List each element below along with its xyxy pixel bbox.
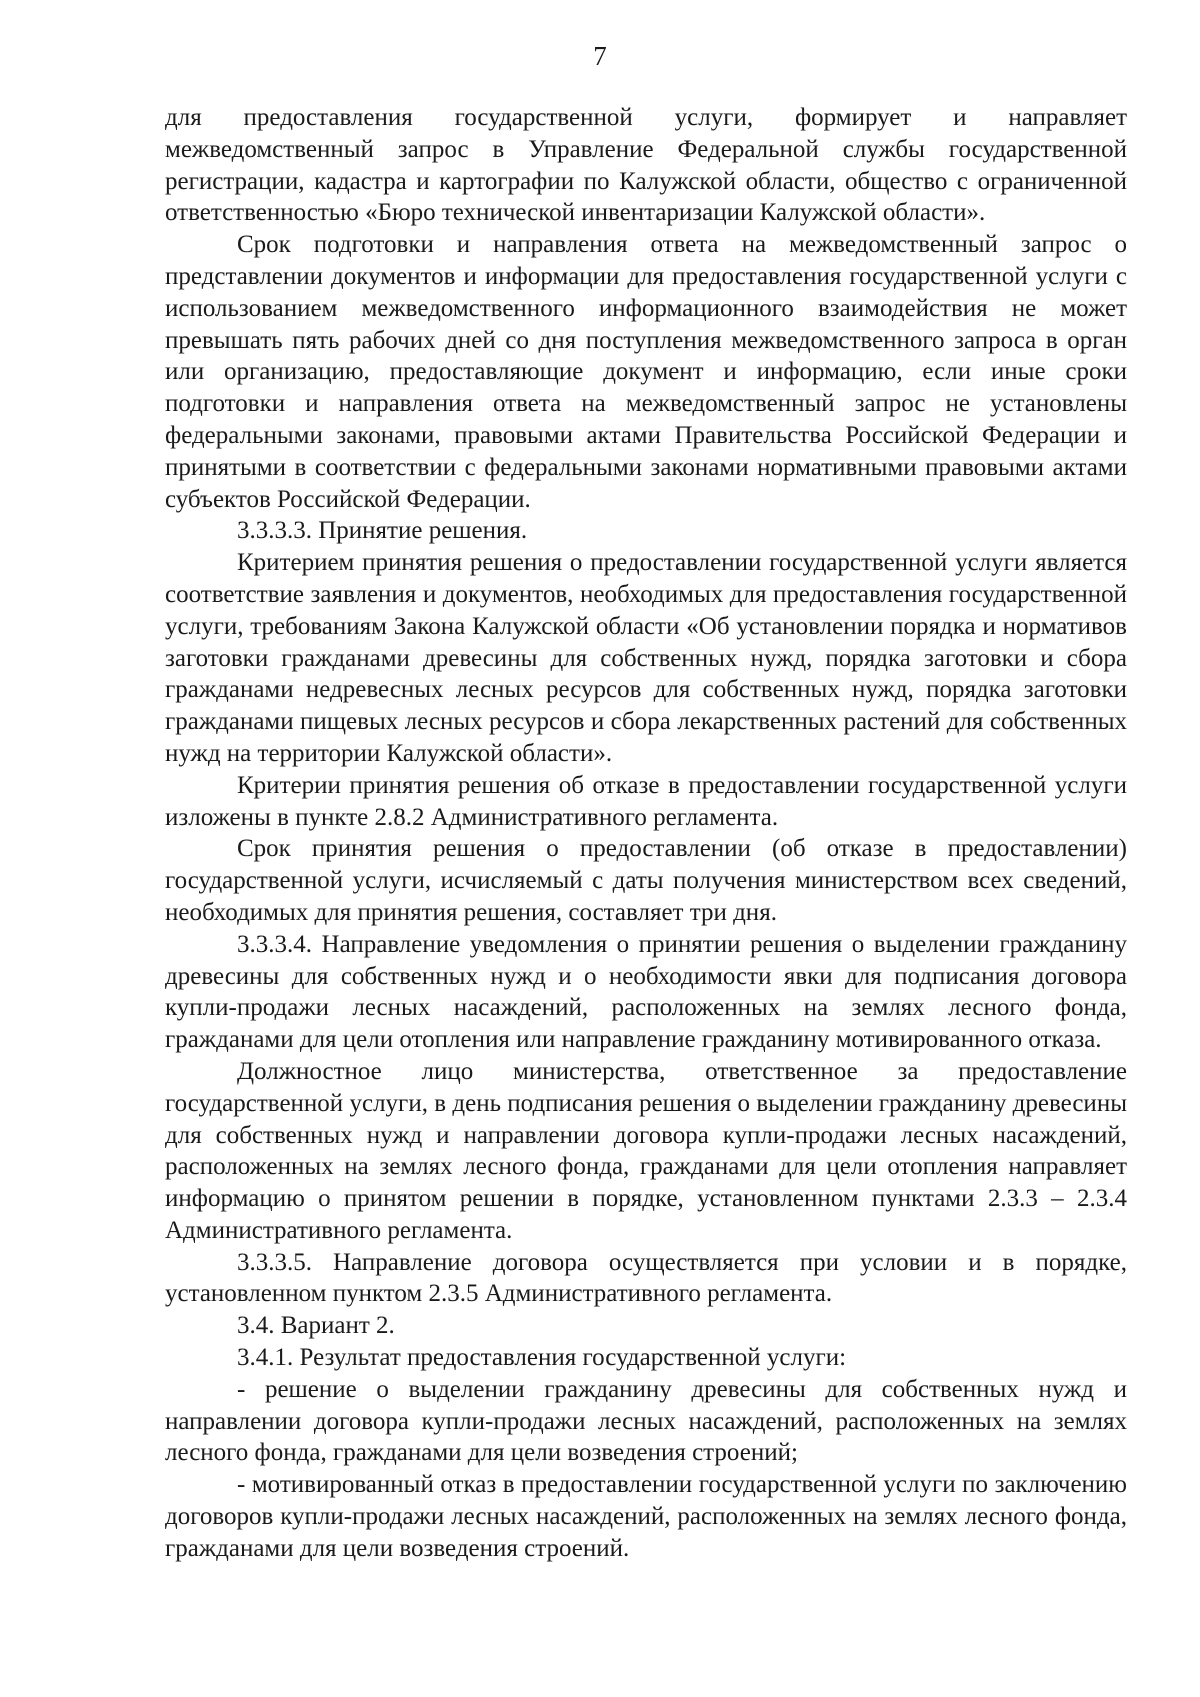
heading-3-3-3-5: 3.3.3.5. Направление договора осуществляется при условии и в порядке, установленном пунктом 2.3.5 Административного регламента. [165, 1248, 1127, 1308]
list-item-decision: - решение о выделении гражданину древесины для собственных нужд и направлении договора купли-продажи лесных насаждений, расположенных на землях лесного фонда, гражданами для цели возведения строений; [165, 1375, 1127, 1467]
paragraph-response-deadline: Срок подготовки и направления ответа на межведомственный запрос о представлении документов и информации для предоставления государственной услуги с использованием межведомственного информационного взаимодействия не может превышать пять рабочих дней со дня поступления межведомственного запроса в орган или организацию, предоставляющие документ и информацию, если иные сроки подготовки и направления ответа на межведомственный запрос не установлены федеральными законами, правовыми актами Правительства Российской Федерации и принятыми в соответствии с федеральными законами нормативными правовыми актами субъектов Российской Федерации. [165, 231, 1127, 513]
paragraph-decision-deadline: Срок принятия решения о предоставлении (об отказе в предоставлении) государственной услуги, исчисляемый с даты получения министерством всех сведений, необходимых для принятия решения, составляет три дня. [165, 835, 1127, 926]
list-item-refusal: - мотивированный отказ в предоставлении государственной услуги по заключению договоров купли-продажи лесных насаждений, расположенных на землях лесного фонда, гражданами для цели возведения строений. [165, 1471, 1127, 1562]
heading-3-3-3-3: 3.3.3.3. Принятие решения. [237, 517, 528, 545]
heading-3-4-1: 3.4.1. Результат предоставления государственной услуги: [237, 1344, 847, 1372]
heading-3-3-3-4: 3.3.3.4. Направление уведомления о принятии решения о выделении гражданину древесины для собственных нужд и о необходимости явки для подписания договора купли-продажи лесных насаждений, расположенных на землях лесного фонда, гражданами для цели отопления или направление гражданину мотивированного отказа. [165, 930, 1127, 1054]
paragraph-refusal-criteria: Критерии принятия решения об отказе в предоставлении государственной услуги изложены в пункте 2.8.2 Административного регламента. [165, 771, 1127, 831]
paragraph-decision-criterion: Критерием принятия решения о предоставлении государственной услуги является соответствие заявления и документов, необходимых для предоставления государственной услуги, требованиям Закона Калужской области «Об установлении порядка и нормативов заготовки гражданами древесины для собственных нужд, порядка заготовки и сбора гражданами недревесных лесных ресурсов для собственных нужд, порядка заготовки гражданами пищевых лесных ресурсов и сбора лекарственных растений для собственных нужд на территории Калужской области». [165, 549, 1127, 767]
document-body [165, 102, 1127, 1565]
paragraph-interagency-request: для предоставления государственной услуги, формирует и направляет межведомственный запрос в Управление Федеральной службы государственной регистрации, кадастра и картографии по Калужской области, общество с ограниченной ответственностью «Бюро технической инвентаризации Калужской области». [165, 104, 1127, 227]
paragraph-responsible-official: Должностное лицо министерства, ответственное за предоставление государственной услуги, в день подписания решения о выделении гражданину древесины для собственных нужд и направлении договора купли-продажи лесных насаждений, расположенных на землях лесного фонда, гражданами для цели отопления направляет информацию о принятом решении в порядке, установленном пунктами 2.3.3 – 2.3.4 Административного регламента. [165, 1057, 1127, 1244]
heading-3-4: 3.4. Вариант 2. [237, 1312, 395, 1340]
page-number: 7 [593, 41, 607, 71]
